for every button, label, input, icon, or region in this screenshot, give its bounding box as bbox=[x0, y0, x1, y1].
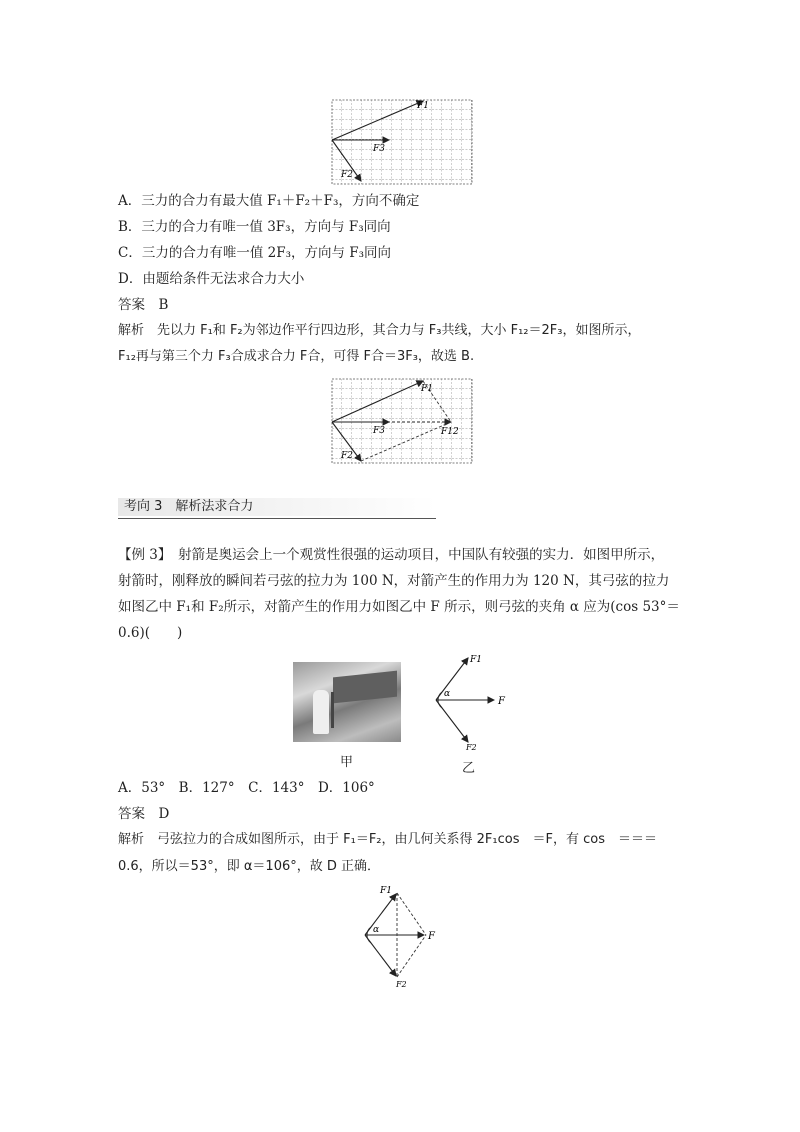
example-3-line-1: 【例 3】 射箭是奥运会上一个观赏性很强的运动项目，中国队有较强的实力．如图甲所示， bbox=[118, 547, 665, 563]
label-f1: F1 bbox=[417, 101, 429, 111]
photo-bow bbox=[331, 692, 334, 728]
options-3: A．53° B．127° C．143° D．106° bbox=[118, 780, 375, 796]
vector-f1 bbox=[436, 658, 468, 700]
label-f1: F1 bbox=[421, 384, 433, 394]
answer-1: 答案 B bbox=[118, 297, 169, 313]
label-f1: F1 bbox=[380, 886, 392, 896]
label-f3: F3 bbox=[373, 426, 385, 436]
option-b: B．三力的合力有唯一值 3F₃，方向与 F₃同向 bbox=[118, 219, 391, 235]
label-alpha: α bbox=[373, 925, 380, 935]
caption-jia: 甲 bbox=[340, 755, 354, 770]
option-d: D．由题给条件无法求合力大小 bbox=[118, 271, 305, 287]
rhombus-side-top bbox=[397, 893, 426, 935]
label-f2: F2 bbox=[396, 980, 407, 989]
label-f2: F2 bbox=[341, 170, 353, 180]
analysis-3-line-1: 解析 弓弦拉力的合成如图所示，由于 F₁＝F₂，由几何关系得 2F₁cos ＝F，有 cos ＝＝＝ bbox=[118, 832, 657, 847]
label-alpha: α bbox=[444, 689, 451, 699]
bow-force-diagram bbox=[428, 650, 518, 750]
rhombus-side-bottom bbox=[397, 935, 426, 977]
section-title: 考向 3 解析法求合力 bbox=[124, 499, 254, 514]
label-f2: F2 bbox=[341, 451, 353, 461]
photo-archer bbox=[313, 690, 329, 734]
option-a: A．三力的合力有最大值 F₁＋F₂＋F₃，方向不确定 bbox=[118, 193, 420, 209]
example-3-line-4: 0.6)( ) bbox=[118, 625, 183, 641]
analysis-1-line-2: F₁₂再与第三个力 F₃合成求合力 F合，可得 F合＝3F₃，故选 B. bbox=[118, 349, 475, 364]
label-f1: F1 bbox=[470, 655, 482, 665]
archery-photo bbox=[293, 662, 401, 742]
option-c: C．三力的合力有唯一值 2F₃，方向与 F₃同向 bbox=[118, 245, 392, 261]
example-3-line-3: 如图乙中 F₁和 F₂所示，对箭产生的作用力如图乙中 F 所示，则弓弦的夹角 α 应为(cos 53°＝ bbox=[118, 599, 680, 615]
example-3-line-2: 射箭时，刚释放的瞬间若弓弦的拉力为 100 N，对箭产生的作用力为 120 N，其弓弦的拉力 bbox=[118, 573, 670, 589]
label-f: F bbox=[498, 696, 505, 707]
force-grid-figure-1 bbox=[331, 99, 473, 185]
analysis-3-line-2: 0.6，所以＝53°，即 α＝106°，故 D 正确． bbox=[118, 859, 381, 874]
label-f3: F3 bbox=[373, 144, 385, 154]
label-f: F bbox=[428, 931, 435, 942]
section-header bbox=[118, 497, 436, 521]
photo-banner bbox=[333, 671, 397, 704]
answer-3: 答案 D bbox=[118, 806, 170, 822]
label-f12: F12 bbox=[441, 427, 459, 437]
force-grid-figure-2 bbox=[331, 378, 473, 464]
rhombus-force-diagram bbox=[360, 883, 444, 989]
analysis-1-line-1: 解析 先以力 F₁和 F₂为邻边作平行四边形，其合力与 F₃共线，大小 F₁₂＝2F₃，如图所示， bbox=[118, 323, 641, 338]
vector-f2 bbox=[436, 700, 468, 742]
label-f2: F2 bbox=[466, 743, 477, 750]
caption-yi: 乙 bbox=[462, 761, 476, 776]
section-header-rule bbox=[118, 518, 436, 519]
